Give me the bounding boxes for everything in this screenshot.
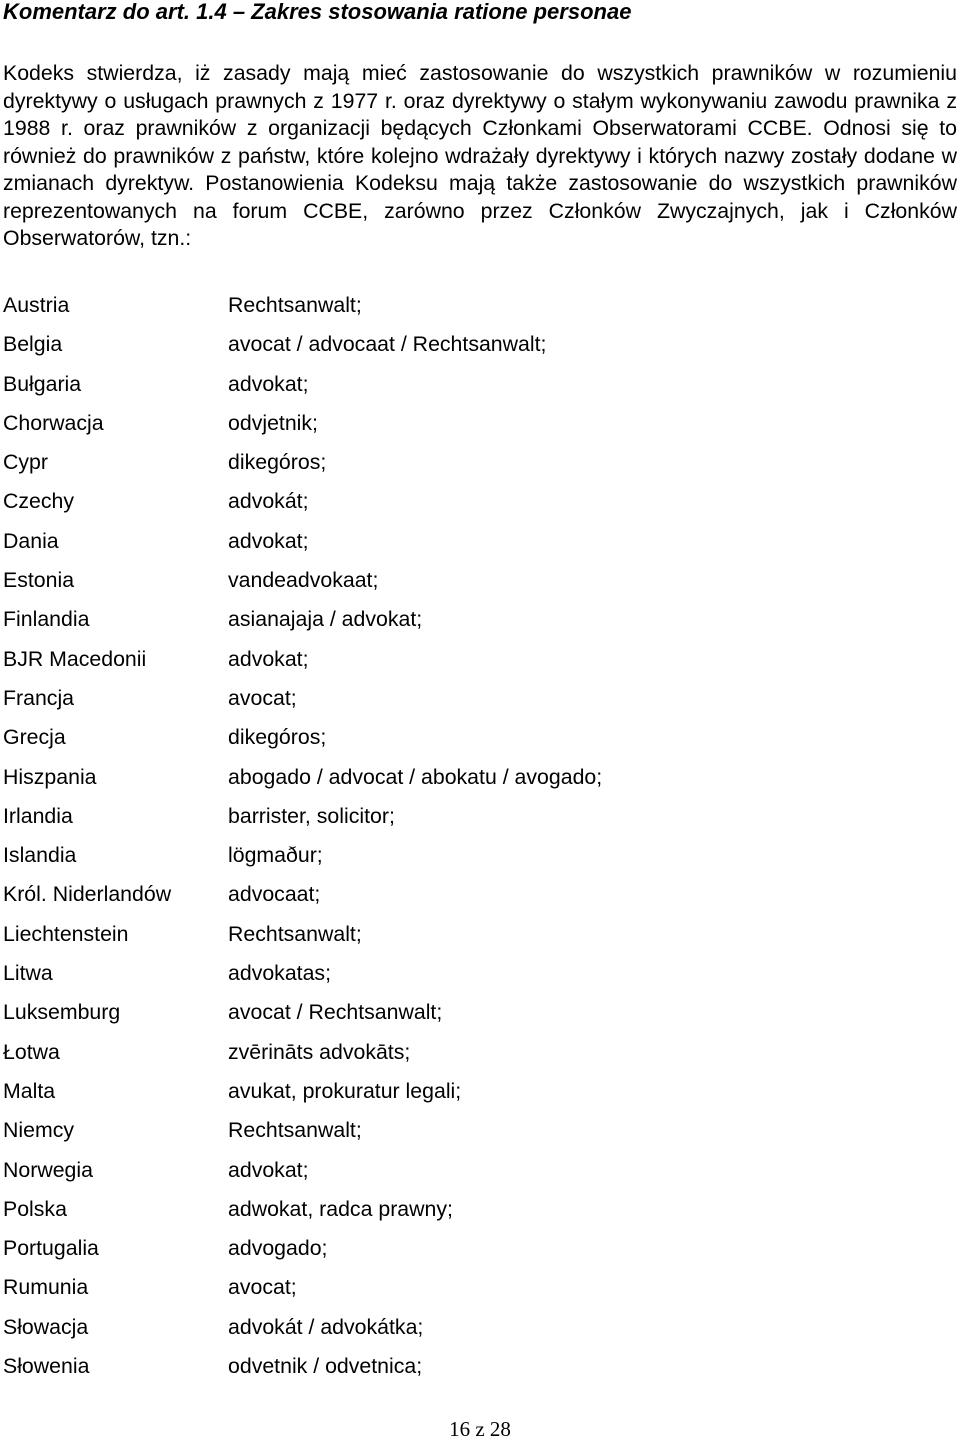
list-item [3, 330, 943, 369]
lawyer-title: avocat / Rechtsanwalt; [228, 1000, 443, 1025]
country-name: Polska [3, 1196, 67, 1221]
country-name: Czechy [3, 489, 75, 514]
list-item [3, 1352, 943, 1391]
list-item [3, 409, 943, 448]
country-name: Cypr [3, 450, 48, 475]
lawyer-title: Rechtsanwalt; [228, 1118, 362, 1143]
lawyer-title: avukat, prokuratur legali; [228, 1078, 462, 1103]
list-item [3, 763, 943, 802]
list-item [3, 370, 943, 409]
country-name: Francja [3, 685, 75, 710]
lawyer-title: barrister, solicitor; [228, 803, 395, 828]
lawyer-title: advokat; [228, 1157, 309, 1182]
lawyer-title: avocat; [228, 685, 297, 710]
page-number: 16 z 28 [449, 1417, 511, 1441]
lawyer-title: advokat; [228, 371, 309, 396]
list-item [3, 291, 943, 330]
country-name: Liechtenstein [3, 921, 129, 946]
lawyer-title: advokát; [228, 489, 309, 514]
lawyer-title: Rechtsanwalt; [228, 921, 362, 946]
country-name: Bułgaria [3, 371, 82, 396]
list-item [3, 723, 943, 762]
lawyer-title: advocaat; [228, 882, 321, 907]
lawyer-title: dikegóros; [228, 725, 327, 750]
country-name: Malta [3, 1078, 56, 1103]
list-item [3, 1313, 943, 1352]
country-name: Słowenia [3, 1354, 90, 1379]
lawyer-title: advokat; [228, 646, 309, 671]
lawyer-title: avocat; [228, 1275, 297, 1300]
lawyer-title: odvjetnik; [228, 410, 318, 435]
lawyer-title: odvetnik / odvetnica; [228, 1354, 423, 1379]
country-name: BJR Macedonii [3, 646, 147, 671]
lawyer-title: abogado / advocat / abokatu / avogado; [228, 764, 603, 789]
country-name: Chorwacja [3, 410, 104, 435]
country-name: Irlandia [3, 803, 73, 828]
country-name: Estonia [3, 568, 75, 593]
lawyer-title: zvērināts advokāts; [228, 1039, 411, 1064]
lawyer-title: dikegóros; [228, 450, 327, 475]
lawyer-title: vandeadvokaat; [228, 568, 379, 593]
list-item [3, 959, 943, 998]
list-item [3, 1038, 943, 1077]
country-name: Portugalia [3, 1236, 99, 1261]
lawyer-title: lögmaður; [228, 843, 323, 868]
list-item [3, 487, 943, 526]
lawyer-title: advokat; [228, 528, 309, 553]
lawyer-title: advokatas; [228, 961, 332, 986]
list-item [3, 527, 943, 566]
country-name: Dania [3, 528, 59, 553]
lawyer-title: advogado; [228, 1236, 328, 1261]
lawyer-title: asianajaja / advokat; [228, 607, 423, 632]
country-name: Hiszpania [3, 764, 97, 789]
section-heading: Komentarz do art. 1.4 – Zakres stosowania ratione personae [3, 0, 632, 24]
country-name: Austria [3, 293, 70, 317]
list-item [3, 1273, 943, 1312]
list-item [3, 841, 943, 880]
country-name: Niemcy [3, 1118, 74, 1143]
country-name: Grecja [3, 725, 66, 750]
country-name: Król. Niderlandów [3, 882, 172, 907]
list-item [3, 1234, 943, 1273]
list-item [3, 998, 943, 1037]
country-name: Litwa [3, 961, 53, 986]
country-name: Finlandia [3, 607, 90, 632]
list-item [3, 645, 943, 684]
lawyer-title: avocat / advocaat / Rechtsanwalt; [228, 332, 547, 357]
list-item [3, 1077, 943, 1116]
list-item [3, 684, 943, 723]
country-name: Belgia [3, 332, 63, 357]
lawyer-title: advokát / advokátka; [228, 1314, 424, 1339]
list-item [3, 448, 943, 487]
list-item [3, 605, 943, 644]
country-name: Rumunia [3, 1275, 89, 1300]
list-item [3, 1156, 943, 1195]
list-item [3, 802, 943, 841]
list-item [3, 1195, 943, 1234]
list-item [3, 880, 943, 919]
list-item [3, 566, 943, 605]
lawyer-title: adwokat, radca prawny; [228, 1196, 453, 1221]
list-item [3, 920, 943, 959]
country-title-list [3, 291, 943, 1391]
country-name: Łotwa [3, 1039, 60, 1064]
country-name: Islandia [3, 843, 77, 868]
country-name: Luksemburg [3, 1000, 121, 1025]
list-item [3, 1116, 943, 1155]
country-name: Słowacja [3, 1314, 89, 1339]
lawyer-title: Rechtsanwalt; [228, 293, 362, 317]
country-name: Norwegia [3, 1157, 93, 1182]
intro-paragraph: Kodeks stwierdza, iż zasady mają mieć zastosowanie do wszystkich prawników w rozumieniu dyrektywy o usługach prawnych z 1977 r. oraz dyrektywy o stałym wykonywaniu zawodu prawnika z 1988 r. oraz prawników z organizacji będących Członkami Obserwatorami CCBE. Odnosi się to również do prawników z państw, które kolejno wdrażały dyrektywy i których nazwy zostały dodane w zmianach dyrektyw. Postanowienia Kodeksu mają także zastosowanie do wszystkich prawników reprezentowanych na forum CCBE, zarówno przez Członków Zwyczajnych, jak i Członków Obserwatorów, tzn.: [3, 61, 957, 250]
